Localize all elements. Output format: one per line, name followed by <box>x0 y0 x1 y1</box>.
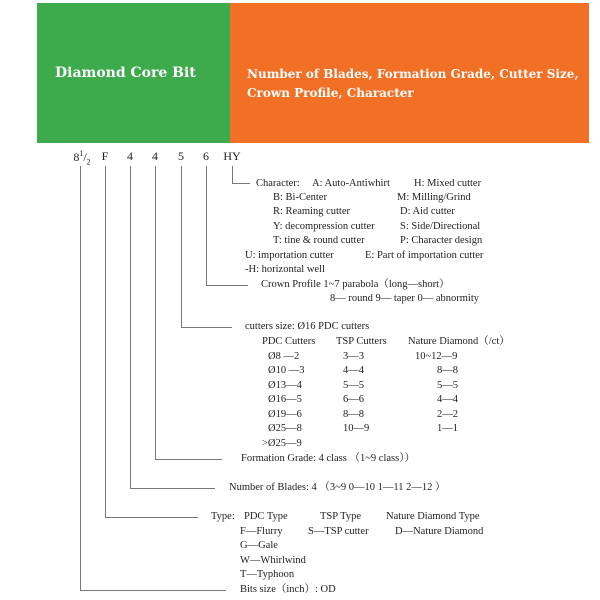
crown-profile-line2: 8— round 9— taper 0— abnormity <box>330 293 480 304</box>
character-item: H: Mixed cutter <box>414 178 482 189</box>
code-size-num: 1 <box>79 149 84 158</box>
cutter-tsp-value: 5—5 <box>343 380 364 391</box>
code-crown: 6 <box>203 149 209 163</box>
code-size-whole: 8 <box>73 150 80 164</box>
crown-profile-line1: Crown Profile 1~7 parabola（long—short） <box>261 279 450 290</box>
character-item: R: Reaming cutter <box>273 206 350 217</box>
cutter-tsp-value: 10—9 <box>343 423 370 434</box>
type-item: G—Gale <box>240 540 278 551</box>
type-item: D—Nature Diamond <box>395 526 484 537</box>
formation-grade-text: Formation Grade: 4 class （1~9 class）） <box>241 453 415 464</box>
character-item: E: Part of importation cutter <box>365 250 484 261</box>
header-right-title: Number of Blades, Formation Grade, Cutter Size, Crown Profile, Character <box>247 67 579 100</box>
type-item: W—Whirlwind <box>240 555 306 566</box>
cutter-nature-value: 8—8 <box>437 365 458 376</box>
type-item: F—Flurry <box>240 526 283 537</box>
cutter-nature-value: 1—1 <box>437 423 458 434</box>
code-cutter: 5 <box>178 149 184 163</box>
cutter-pdc-value: Ø13—4 <box>268 380 302 391</box>
type-header-pdc: PDC Type <box>244 511 288 522</box>
cutter-pdc-value: Ø10 —3 <box>268 365 305 376</box>
character-item: S: Side/Directional <box>400 221 481 232</box>
character-item: -H: horizontal well <box>245 264 325 275</box>
cutter-pdc-value: Ø25—8 <box>268 423 302 434</box>
type-header-tsp: TSP Type <box>320 511 361 522</box>
type-label: Type: <box>211 511 235 522</box>
cutter-tsp-value: 3—3 <box>343 351 364 362</box>
code-bit-size: $8^1/_2$ <box>73 149 91 167</box>
cutter-pdc-value: Ø19—6 <box>268 409 302 420</box>
character-item: M: Milling/Grind <box>397 192 471 203</box>
code-blades: 4 <box>127 149 133 163</box>
character-item: D: Aid cutter <box>400 206 455 217</box>
cutters-header-nature: Nature Diamond（/ct） <box>408 336 510 347</box>
cutter-nature-value: 4—4 <box>437 394 458 405</box>
cutter-nature-value: 5—5 <box>437 380 458 391</box>
line-bits <box>81 166 227 591</box>
code-character: HY <box>223 149 241 163</box>
cutter-tsp-value: 6—6 <box>343 394 364 405</box>
cutter-nature-value: 10~12—9 <box>415 351 458 362</box>
cutter-pdc-value: Ø16—5 <box>268 394 302 405</box>
bits-size-text: Bits size（inch）: OD <box>240 584 336 595</box>
character-item: Y: decompression cutter <box>273 221 375 232</box>
cutter-nature-value: 2—2 <box>437 409 458 420</box>
type-item: S—TSP cutter <box>308 526 369 537</box>
cutter-tsp-value: 8—8 <box>343 409 364 420</box>
cutter-pdc-value: Ø8 —2 <box>268 351 300 362</box>
cutter-tsp-value: 4—4 <box>343 365 364 376</box>
character-label: Character: <box>256 178 300 189</box>
character-item: T: tine & round cutter <box>273 235 365 246</box>
code-size-den: 2 <box>86 157 91 167</box>
cutters-header-tsp: TSP Cutters <box>336 336 387 347</box>
code-type: F <box>101 149 109 163</box>
character-item: P: Character design <box>400 235 483 246</box>
line-formation <box>156 166 223 460</box>
cutter-pdc-value: >Ø25—9 <box>262 438 302 449</box>
line-character <box>233 166 251 184</box>
type-item: T—Typhoon <box>240 569 295 580</box>
character-item: B: Bi-Center <box>273 192 327 203</box>
character-item: A: Auto-Antiwhirt <box>312 178 390 189</box>
number-of-blades-text: Number of Blades: 4 （3~9 0—10 1—11 2—12 ） <box>229 482 446 493</box>
code-formation: 4 <box>152 149 158 163</box>
line-type <box>106 166 199 518</box>
cutters-header-pdc: PDC Cutters <box>262 336 316 347</box>
character-item: U: importation cutter <box>245 250 334 261</box>
cutters-size-title: cutters size: Ø16 PDC cutters <box>245 321 370 332</box>
header-left-title: Diamond Core Bit <box>55 65 196 81</box>
type-header-nature: Nature Diamond Type <box>386 511 480 522</box>
